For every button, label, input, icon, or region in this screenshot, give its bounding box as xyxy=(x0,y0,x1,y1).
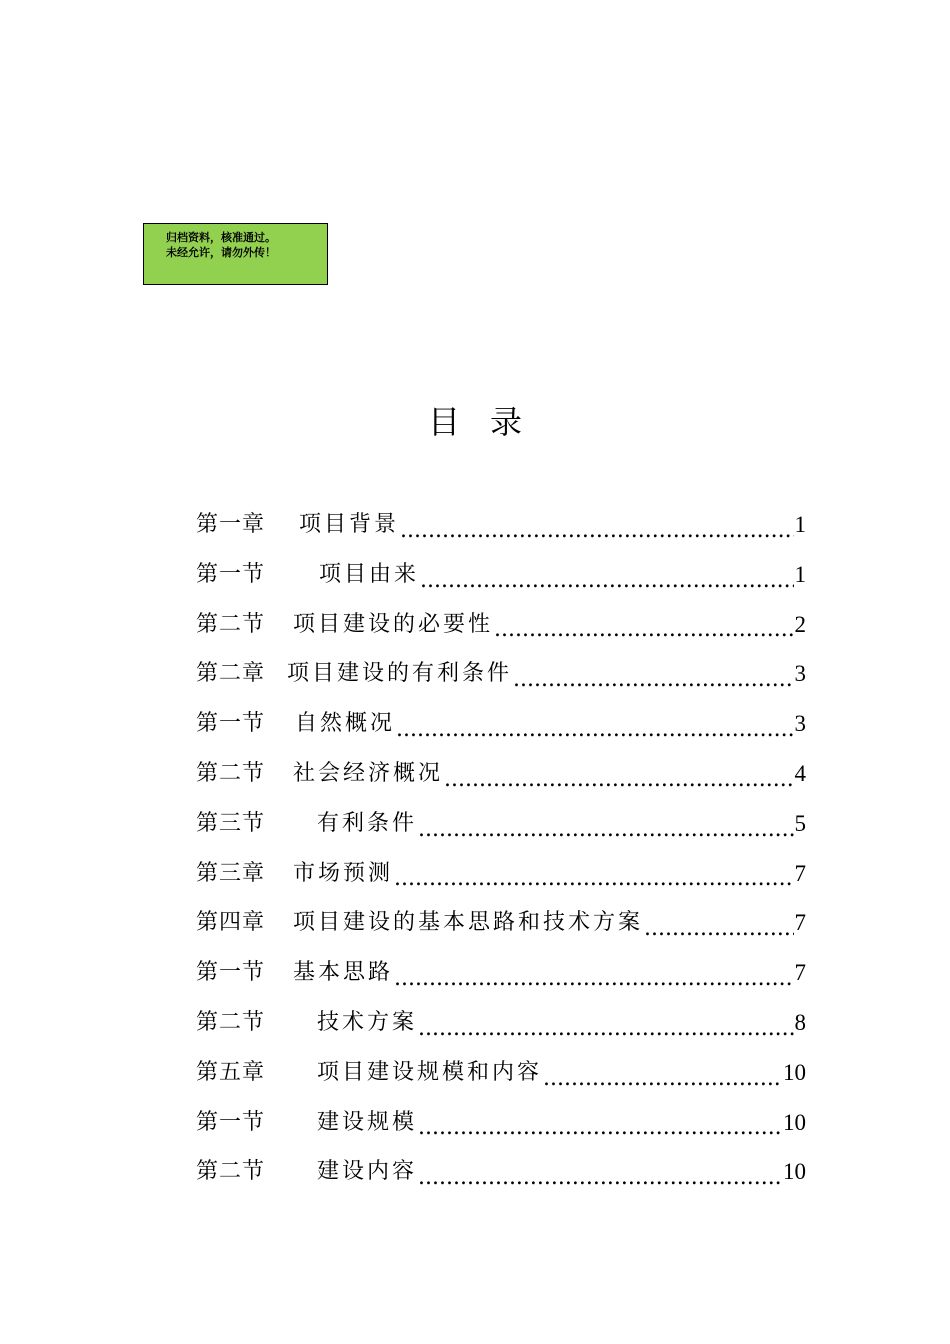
toc-entry-heading: 项目背景 xyxy=(299,512,400,537)
toc-entry-label: 第一节 xyxy=(196,960,266,986)
toc-leader xyxy=(394,860,793,898)
toc-entry[interactable] xyxy=(196,1098,806,1148)
toc-entry-label: 第一节 xyxy=(196,711,266,737)
toc-entry-heading: 项目建设的必要性 xyxy=(293,611,494,637)
toc-entry[interactable] xyxy=(196,749,806,799)
toc-entry-heading: 市场预测 xyxy=(293,860,394,886)
toc-entry-page: 4 xyxy=(794,760,806,786)
toc-entry-heading: 技术方案 xyxy=(317,1009,418,1035)
toc-leader xyxy=(513,661,793,699)
toc-entry-label: 第二节 xyxy=(196,611,266,637)
toc-entry-label: 第二节 xyxy=(196,760,266,786)
toc-entry-label: 第一节 xyxy=(196,561,266,587)
toc-entry-page: 7 xyxy=(794,910,806,936)
toc-leader xyxy=(400,512,793,550)
toc-entry[interactable] xyxy=(196,998,806,1048)
toc-leader xyxy=(396,711,793,749)
toc-entry[interactable] xyxy=(196,898,806,948)
archive-stamp xyxy=(143,223,328,285)
toc-entry-heading: 建设规模 xyxy=(317,1109,418,1135)
stamp-line-1: 归档资料，核准通过。 xyxy=(166,231,276,244)
toc-entry-label: 第二节 xyxy=(196,1159,266,1185)
toc-entry-label: 第一章 xyxy=(196,512,266,537)
toc-leader xyxy=(418,1159,782,1197)
toc-entry[interactable] xyxy=(196,500,806,550)
toc-entry[interactable] xyxy=(196,600,806,650)
toc-entry-page: 3 xyxy=(794,661,806,687)
toc-leader xyxy=(394,960,793,998)
toc-leader xyxy=(418,811,793,849)
toc-entry-heading: 项目建设的基本思路和技术方案 xyxy=(293,910,644,936)
stamp-line-2: 未经允许，请勿外传！ xyxy=(166,246,276,259)
toc-entry-label: 第三章 xyxy=(196,860,266,886)
toc-leader xyxy=(444,761,793,799)
toc-entry-heading: 自然概况 xyxy=(295,711,396,737)
toc-entry-heading: 基本思路 xyxy=(293,960,394,986)
table-of-contents xyxy=(196,500,806,1197)
toc-entry-label: 第二章 xyxy=(196,661,266,687)
toc-entry-page: 5 xyxy=(794,810,806,836)
page-title: 目录 xyxy=(427,403,552,441)
toc-entry-label: 第二节 xyxy=(196,1009,266,1035)
toc-entry-label: 第三节 xyxy=(196,810,266,836)
toc-entry-heading: 有利条件 xyxy=(317,810,418,836)
toc-leader xyxy=(418,1109,782,1147)
toc-entry-page: 2 xyxy=(794,611,806,637)
toc-entry[interactable] xyxy=(196,1048,806,1098)
toc-entry[interactable] xyxy=(196,948,806,998)
toc-leader xyxy=(494,611,793,649)
toc-entry-page: 10 xyxy=(783,1159,806,1185)
toc-entry-heading: 项目建设的有利条件 xyxy=(287,661,513,687)
toc-entry-page: 3 xyxy=(794,711,806,737)
toc-entry-heading: 建设内容 xyxy=(317,1159,418,1185)
toc-entry-label: 第四章 xyxy=(196,910,266,936)
toc-entry[interactable] xyxy=(196,550,806,600)
toc-entry[interactable] xyxy=(196,1147,806,1197)
toc-entry-heading: 项目由来 xyxy=(319,561,420,587)
toc-entry-heading: 项目建设规模和内容 xyxy=(317,1059,543,1085)
toc-entry-page: 1 xyxy=(794,512,806,537)
toc-entry-page: 1 xyxy=(794,561,806,587)
toc-leader xyxy=(418,1010,793,1048)
toc-entry-page: 10 xyxy=(783,1059,806,1085)
toc-entry[interactable] xyxy=(196,849,806,899)
toc-leader xyxy=(644,910,793,948)
toc-entry[interactable] xyxy=(196,799,806,849)
toc-entry-page: 8 xyxy=(794,1009,806,1035)
toc-leader xyxy=(420,562,793,600)
toc-entry-page: 10 xyxy=(783,1109,806,1135)
toc-entry-heading: 社会经济概况 xyxy=(293,760,444,786)
toc-entry-label: 第一节 xyxy=(196,1109,266,1135)
toc-leader xyxy=(543,1060,782,1098)
toc-entry-page: 7 xyxy=(794,860,806,886)
toc-entry-label: 第五章 xyxy=(196,1059,266,1085)
toc-entry[interactable] xyxy=(196,699,806,749)
toc-entry[interactable] xyxy=(196,649,806,699)
toc-entry-page: 7 xyxy=(794,960,806,986)
